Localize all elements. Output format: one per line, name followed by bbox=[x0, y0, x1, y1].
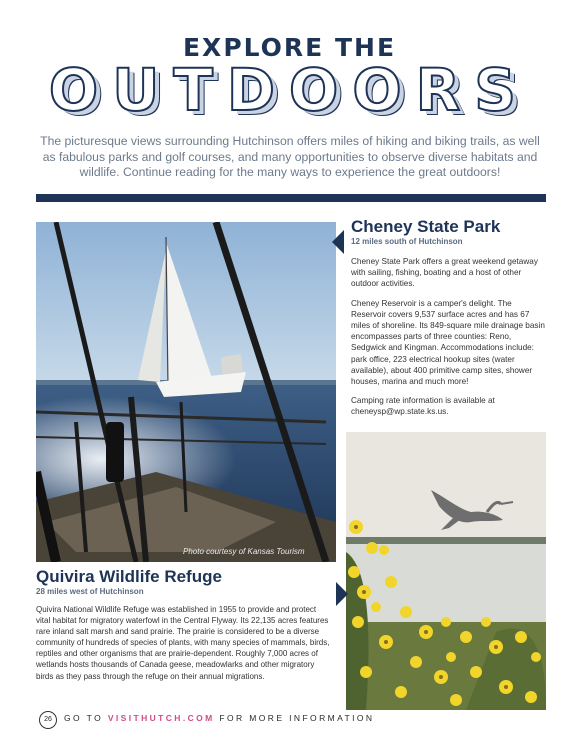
footer-cta bbox=[64, 713, 374, 723]
website-link[interactable]: VISITHUTCH.COM bbox=[107, 713, 215, 723]
cheney-subtitle: 12 miles south of Hutchinson bbox=[351, 237, 463, 246]
quivira-body: Quivira National Wildlife Refuge was established in 1955 to provide and protect vital habitat for migratory waterfowl in the Central Flyway. Its 22,135 acres features rare inland salt marsh and sand prairie. The prairie is considered to be a diverse community of hundreds of species of plants, with many species of mammals, birds, reptiles and other organisms that are prairie-dependent. Roughly 7,000 acres of wetlands hosts thousands of Canada geese, meadowlarks and other migratory birds as they pass through the refuge on their annual migrations. bbox=[36, 605, 330, 681]
caption-pointer bbox=[332, 230, 344, 254]
quivira-subtitle: 28 miles west of Hutchinson bbox=[36, 587, 144, 596]
intro-paragraph: The picturesque views surrounding Hutchinson offers miles of hiking and biking trails, as well as fabulous parks and golf courses, and many opportunities to observe diverse habitats and wildlife. Continue reading for the many ways to experience the great outdoors! bbox=[40, 134, 540, 179]
footer-prefix: GO TO bbox=[64, 713, 108, 723]
cheney-paragraph: Cheney State Park offers a great weekend getaway with sailing, fishing, boating and a host of other outdoor activities. bbox=[351, 257, 538, 289]
cheney-body bbox=[351, 256, 547, 426]
header-kicker: EXPLORE THE bbox=[182, 33, 397, 62]
footer-suffix: FOR MORE INFORMATION bbox=[214, 713, 375, 723]
page-number: 26 bbox=[39, 711, 57, 729]
cheney-paragraph: Camping rate information is available at cheneysp@wp.state.ks.us. bbox=[351, 396, 495, 417]
sailboat-photo bbox=[36, 222, 336, 562]
divider-bar bbox=[36, 194, 546, 202]
quivira-title: Quivira Wildlife Refuge bbox=[36, 567, 222, 586]
cheney-title: Cheney State Park bbox=[351, 217, 501, 236]
cheney-paragraph: Cheney Reservoir is a camper's delight. The Reservoir covers 9,537 surface acres and has 67 miles of shoreline. Its 849-square mile drainage basin encompasses parts of three counties: Reno, Sedgwick and Kingman. Accommodations include: park office, 223 electrical hookup sites (water available), about 400 primitive camp sites, shower houses, marina and much more! bbox=[351, 298, 545, 387]
caption-pointer bbox=[336, 582, 348, 606]
heron-photo bbox=[346, 432, 546, 710]
photo-credit: Photo courtesy of Kansas Tourism bbox=[183, 547, 305, 556]
page-title: OUTDOORS bbox=[48, 56, 531, 124]
